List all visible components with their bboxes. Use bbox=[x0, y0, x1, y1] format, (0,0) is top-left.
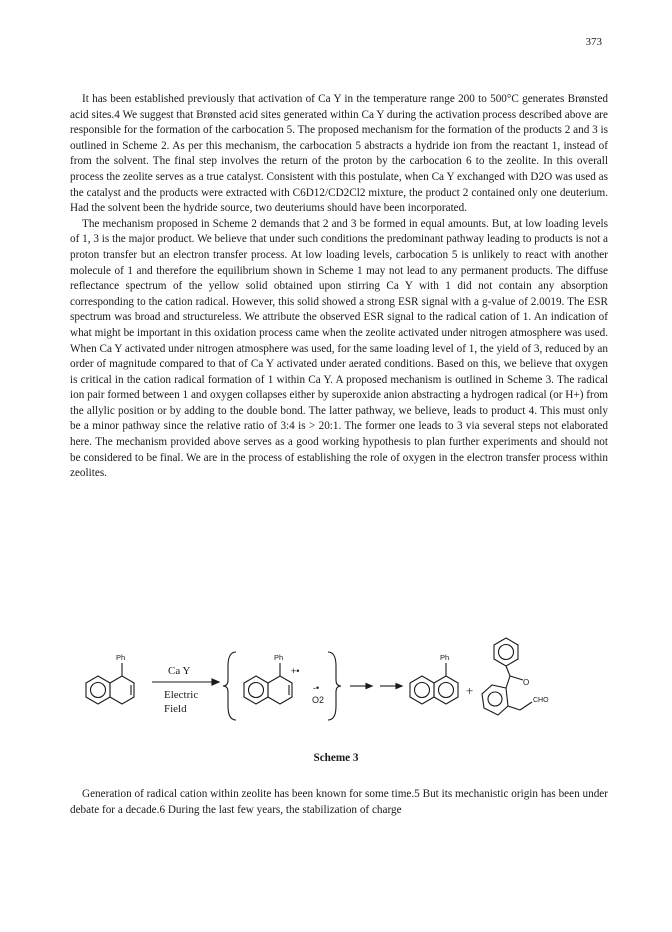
paragraph-mechanism: The mechanism proposed in Scheme 2 demands that 2 and 3 be formed in equal amounts. But, at low loading levels of 1, 3 is the major product. We believe that under such conditions the predominant pathway leading to products is not a proton transfer but an electron transfer process. At low loading levels, carbocation 5 is unlikely to react with another molecule of 1 and therefore the equilibrium shown in Scheme 1 may not lead to any permanent products. The diffuse reflectance spectrum of the yellow solid obtained upon stirring Ca Y with 1 did not contain any absorption corresponding to the cation radical. However, this solid showed a strong ESR signal with a g-value of 2.0019. The ESR spectrum was broad and structureless. We attribute the observed ESR signal to the radical cation of 1. An indication of what might be important in this oxidation process came when the zeolite activated under nitrogen atmosphere was used. When Ca Y activated under nitrogen atmosphere was used, for the same loading level of 1, the yield of 3, reduced by an order of magnitude compared to that of Ca Y activated under aerated conditions. Based on this, we believe that oxygen is critical in the cation radical formation of 1 within Ca Y. A proposed mechanism is outlined in Scheme 3. The radical ion pair formed between 1 and oxygen collapses either by superoxide anion abstracting a hydrogen radical (or H+) from the allylic position or by adding to the double bond. The latter pathway, we believe, leads to product 4. This must only be a minor pathway since the relative ratio of 3:4 is > 20:1. The former one leads to 3 via several steps not elaborated here. The mechanism provided above serves as a good working hypothesis to plan further experiments and should not be considered to be final. We are in the process of establishing the role of oxygen in the electron transfer process within zeolites. bbox=[70, 217, 608, 480]
paragraph-radical-cation: Generation of radical cation within zeolite has been known for some time.5 But its mechanistic origin has been under debate for a decade.6 During the last few years, the stabilization of charge bbox=[70, 788, 608, 816]
product-3-structure bbox=[410, 663, 458, 704]
page-number: 373 bbox=[585, 36, 602, 48]
aldehyde-label: CHO bbox=[533, 697, 549, 704]
bottom-text bbox=[70, 787, 608, 818]
ion-pair-right-bracket bbox=[328, 652, 341, 720]
body-text bbox=[70, 92, 608, 482]
radical-cation-ph-label: Ph bbox=[274, 653, 284, 662]
dashed-arrow-head-2 bbox=[396, 684, 402, 689]
reagent-electric: Electric bbox=[164, 689, 199, 701]
reactant-1-structure bbox=[86, 663, 134, 704]
plus-sign: + bbox=[466, 683, 474, 698]
scheme-caption: Scheme 3 bbox=[313, 752, 359, 764]
scheme-3-figure bbox=[70, 636, 608, 732]
superoxide-charge: -• bbox=[313, 683, 320, 693]
product-4-structure bbox=[482, 638, 532, 715]
dashed-arrow-head-1 bbox=[366, 684, 372, 689]
reagent-field: Field bbox=[164, 703, 187, 715]
reaction-arrow-head bbox=[212, 679, 219, 685]
superoxide-label: O2 bbox=[312, 695, 325, 705]
ion-pair-left-bracket bbox=[223, 652, 236, 720]
radical-cation-charge: +• bbox=[291, 666, 300, 676]
radical-cation-structure bbox=[244, 663, 292, 704]
product-ph-label: Ph bbox=[440, 653, 450, 662]
reagent-ca-y: Ca Y bbox=[168, 665, 191, 677]
reactant-ph-label: Ph bbox=[116, 653, 126, 662]
ketone-oxygen-label: O bbox=[523, 678, 530, 687]
scheme-3-drawing bbox=[70, 636, 608, 732]
paragraph-activation: It has been established previously that activation of Ca Y in the temperature range 200 to 500°C generates Brønsted acid sites.4 We suggest that Brønsted acid sites generated within Ca Y during the activation process described above are responsible for the formation of the carbocation 5. The proposed mechanism for the formation of the products 2 and 3 is outlined in Scheme 2. As per this mechanism, the carbocation 5 abstracts a hydride ion from the reactant 1, instead of from the solvent. The final step involves the return of the proton by the carbocation 6 to the zeolite. In this overall process the zeolite serves as a true catalyst. Consistent with this postulate, when Ca Y exchanged with D2O was used as the catalyst and the products were extracted with C6D12/CD2Cl2 mixture, the product 2 contained only one deuterium. Had the solvent been the hydride source, two deuteriums should have been incorporated. bbox=[70, 93, 608, 215]
